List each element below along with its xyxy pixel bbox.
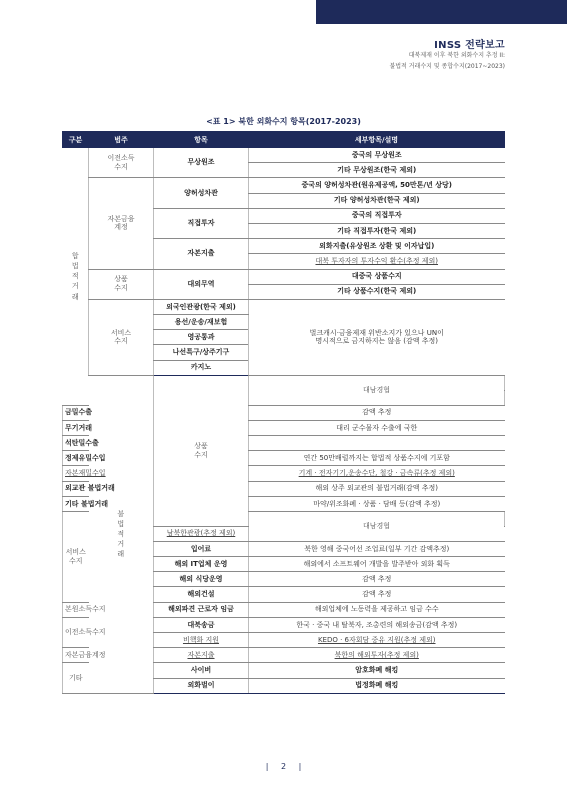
header-category: 범주	[89, 132, 154, 148]
brand-title: INSS 전략보고	[434, 40, 505, 51]
detail-cell: 중국의 양허성차관(원유제공액, 50만톤/년 상당)	[249, 178, 505, 193]
header-bar	[316, 0, 567, 24]
item-cell: 기타 불법거래	[63, 496, 89, 511]
table-header-row	[63, 132, 505, 148]
detail-cell: 감액 추정	[249, 405, 505, 420]
detail-cell: 벌크캐시·금융제재 위반소지가 있으나 UN이 명시적으로 금지하지는 않음 (감액 추정)	[249, 299, 505, 375]
detail-cell: 대중국 상품수지	[249, 269, 505, 284]
item-cell: 자본재밀수입	[63, 466, 89, 481]
item-cell: 정제유밀수입	[63, 451, 89, 466]
item-cell: 석탄밀수출	[63, 436, 89, 451]
detail-cell: 한국 · 중국 내 탈북자, 조총련의 해외송금(감액 추정)	[249, 617, 505, 632]
header-detail: 세부항목/설명	[249, 132, 505, 148]
category-cell: 본원소득수지	[63, 602, 89, 617]
item-cell: 해외 IT업체 운영	[154, 557, 249, 572]
item-cell: 영공통과	[154, 330, 249, 345]
category-cell: 자본금융 계정	[89, 178, 154, 269]
detail-cell: 연간 50만배럴까지는 합법적 상품수지에 기포함	[249, 451, 505, 466]
detail-cell: 중국의 무상원조	[249, 148, 505, 163]
detail-cell: 북한 영해 중국어선 조업료(일부 기간 감액추정)	[249, 541, 505, 556]
detail-cell: 해외업체에 노동력을 제공하고 임금 수수	[249, 602, 505, 617]
item-cell: 무기거래	[63, 420, 89, 435]
detail-cell: 법정화폐 해킹	[249, 678, 505, 693]
item-cell: 해외 식당운영	[154, 572, 249, 587]
detail-cell: 기타 양허성차관(한국 제외)	[249, 193, 505, 208]
page-footer	[0, 762, 567, 771]
item-cell: 나선특구/상주기구	[154, 345, 249, 360]
item-cell: 비핵화 지원	[154, 633, 249, 648]
item-cell: 외교관 불법거래	[63, 481, 89, 496]
item-cell: 외국인관광(한국 제외)	[154, 299, 249, 314]
fx-balance-table	[62, 131, 505, 694]
category-cell: 자본금융계정	[63, 648, 89, 663]
table-row	[63, 269, 505, 284]
header-subtitle-line1: 대북제재 이후 북한 외화수지 추정 II:	[408, 52, 505, 59]
detail-cell: 기타 무상원조(한국 제외)	[249, 163, 505, 178]
item-cell: 용선/운송/재보험	[154, 315, 249, 330]
detail-cell: 마약/위조화폐 · 상품 · 담배 등(감액 추정)	[249, 496, 505, 511]
illegal-label: 불 법 적 거 래	[89, 375, 154, 693]
table-row	[63, 299, 505, 314]
item-cell: 입어료	[154, 541, 249, 556]
detail-cell: 남북한관광(추정 제외)	[154, 526, 249, 541]
header-gubun: 구분	[63, 132, 89, 148]
detail-cell: 해외 상주 외교관의 불법거래(감액 추정)	[249, 481, 505, 496]
category-cell: 이전소득 수지	[89, 148, 154, 178]
item-cell: 해외건설	[154, 587, 249, 602]
detail-cell: 기타 직접투자(한국 제외)	[249, 223, 505, 238]
detail-cell: 중국의 직접투자	[249, 208, 505, 223]
detail-cell: 감액 추정	[249, 572, 505, 587]
item-cell: 대북송금	[154, 617, 249, 632]
page-number: 2	[280, 762, 287, 771]
detail-cell: 기타 상품수지(한국 제외)	[249, 284, 505, 299]
item-cell: 자본지출	[154, 648, 249, 663]
detail-cell: 대리 군수물자 수출에 국한	[249, 420, 505, 435]
detail-cell: 기계 · 전자기기,운송수단, 철강 · 금속류(추정 제외)	[249, 466, 505, 481]
table-row	[63, 178, 505, 193]
item-cell: 대외무역	[154, 269, 249, 299]
item-cell: 해외파견 근로자 임금	[154, 602, 249, 617]
item-cell: 금밀수출	[63, 405, 89, 420]
detail-cell: 외화지출(유상원조 상환 및 이자납입)	[249, 239, 505, 254]
table-row	[63, 375, 505, 390]
detail-cell: KEDO · 6자회담 중유 지원(추정 제외)	[249, 633, 505, 648]
detail-cell: 대북 투자자의 투자수익 환수(추정 제외)	[249, 254, 505, 269]
item-cell: 사이버	[154, 663, 249, 678]
page-divider-left: |	[265, 762, 269, 771]
detail-cell: 북한의 해외투자(추정 제외)	[249, 648, 505, 663]
item-cell: 자본지출	[154, 239, 249, 269]
category-cell: 상품 수지	[89, 269, 154, 299]
item-cell: 무상원조	[154, 148, 249, 178]
item-cell: 직접투자	[154, 208, 249, 238]
category-cell: 서비스 수지	[63, 512, 89, 603]
item-cell: 카지노	[154, 360, 249, 375]
table-row	[63, 148, 505, 163]
detail-cell	[249, 436, 505, 451]
item-cell: 대남경협	[249, 375, 505, 405]
header-subtitle-line2: 불법적 거래수지 및 종합수지(2017~2023)	[389, 63, 505, 70]
detail-cell: 암호화폐 해킹	[249, 663, 505, 678]
category-cell: 기타	[63, 663, 89, 693]
category-cell: 상품 수지	[154, 375, 249, 526]
category-cell: 이전소득수지	[63, 617, 89, 647]
page-divider-right: |	[298, 762, 302, 771]
legal-label: 합 법 적 거 래	[63, 148, 89, 406]
detail-cell: 감액 추정	[249, 587, 505, 602]
category-cell: 서비스 수지	[89, 299, 154, 375]
item-cell: 외화벌이	[154, 678, 249, 693]
detail-cell: 해외에서 소프트웨어 개발을 발주받아 외화 획득	[249, 557, 505, 572]
item-cell: 양허성차관	[154, 178, 249, 208]
item-cell: 대남경협	[249, 512, 505, 542]
header-item: 항목	[154, 132, 249, 148]
table-caption: <표 1> 북한 외화수지 항목(2017-2023)	[206, 117, 361, 126]
